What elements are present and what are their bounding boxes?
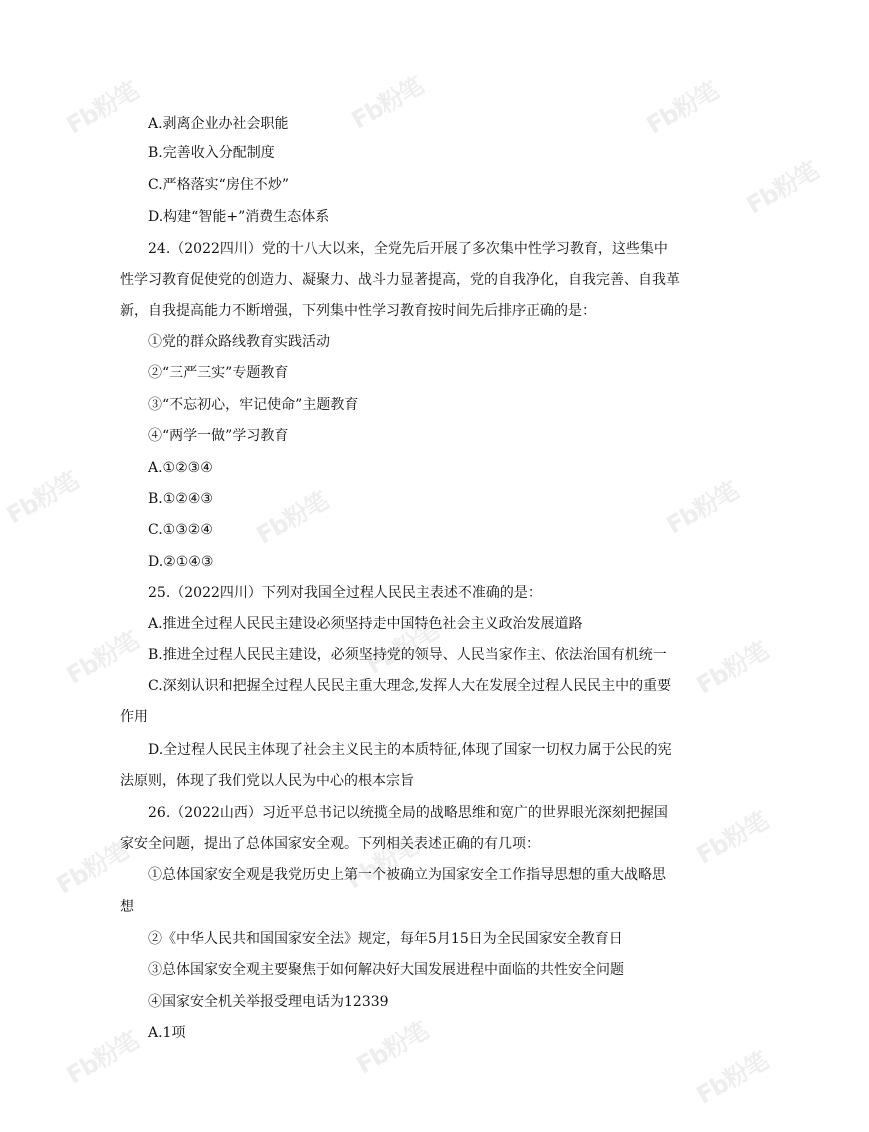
text-line: C.严格落实“房住不炒”	[148, 177, 289, 193]
text-line: A.推进全过程人民民主建设必须坚持走中国特色社会主义政治发展道路	[148, 616, 583, 632]
text-line: 家安全问题，提出了总体国家安全观。下列相关表述正确的有几项：	[120, 836, 540, 852]
text-line: 性学习教育促使党的创造力、凝聚力、战斗力显著提高，党的自我净化，自我完善、自我革	[120, 272, 680, 288]
watermark-logo: Fb粉笔	[61, 76, 143, 140]
text-line: ②《中华人民共和国国家安全法》规定，每年5月15日为全民国家安全教育日	[148, 931, 623, 947]
watermark-logo: Fb粉笔	[51, 836, 133, 900]
text-line: ②“三严三实”专题教育	[148, 365, 289, 381]
watermark-logo: Fb粉笔	[741, 156, 823, 220]
text-line: ③“不忘初心，牢记使命”主题教育	[148, 397, 359, 413]
text-line: A.剥离企业办社会职能	[148, 116, 289, 132]
watermark-logo: Fb粉笔	[661, 476, 743, 540]
text-line: 26.（2022山西）习近平总书记以统揽全局的战略思维和宽广的世界眼光深刻把握国	[148, 805, 668, 821]
text-line: ④国家安全机关举报受理电话为12339	[148, 994, 389, 1010]
watermark-logo: Fb粉笔	[351, 1016, 433, 1080]
text-line: A.1项	[148, 1025, 186, 1041]
text-line: B.推进全过程人民民主建设，必须坚持党的领导、人民当家作主、依法治国有机统一	[148, 647, 667, 663]
watermark-logo: Fb粉笔	[1, 466, 83, 530]
text-line: B.①②④③	[148, 491, 213, 507]
watermark-logo: Fb粉笔	[641, 76, 723, 140]
text-line: 法原则，体现了我们党以人民为中心的根本宗旨	[120, 773, 414, 789]
text-line: A.①②③④	[148, 460, 213, 476]
text-line: B.完善收入分配制度	[148, 145, 275, 161]
text-line: 想	[120, 899, 134, 915]
text-line: C.深刻认识和把握全过程人民民主重大理念,发挥人大在发展全过程人民民主中的重要	[148, 678, 672, 694]
watermark-logo: Fb粉笔	[691, 806, 773, 870]
text-line: D.构建“智能+”消费生态体系	[148, 209, 330, 225]
text-line: 25.（2022四川）下列对我国全过程人民民主表述不准确的是：	[148, 585, 542, 601]
text-line: 新，自我提高能力不断增强，下列集中性学习教育按时间先后排序正确的是：	[120, 303, 596, 319]
text-line: ④“两学一做”学习教育	[148, 428, 289, 444]
text-line: D.②①④③	[148, 554, 214, 570]
text-line: 作用	[120, 709, 148, 725]
text-line: 24.（2022四川）党的十八大以来，全党先后开展了多次集中性学习教育，这些集中	[148, 241, 668, 257]
watermark-logo: Fb粉笔	[346, 71, 428, 135]
watermark-logo: Fb粉笔	[361, 616, 443, 680]
watermark-logo: Fb粉笔	[61, 626, 143, 690]
watermark-logo: Fb粉笔	[691, 636, 773, 700]
watermark-logo: Fb粉笔	[251, 486, 333, 550]
text-line: ①党的群众路线教育实践活动	[148, 334, 330, 350]
text-line: D.全过程人民民主体现了社会主义民主的本质特征,体现了国家一切权力属于公民的宪	[148, 742, 672, 758]
watermark-logo: Fb粉笔	[691, 1046, 773, 1110]
text-line: C.①③②④	[148, 522, 213, 538]
watermark-logo: Fb粉笔	[341, 831, 423, 895]
text-line: ③总体国家安全观主要聚焦于如何解决好大国发展进程中面临的共性安全问题	[148, 962, 624, 978]
watermark-logo: Fb粉笔	[61, 1026, 143, 1090]
text-line: ①总体国家安全观是我党历史上第一个被确立为国家安全工作指导思想的重大战略思	[148, 867, 666, 883]
